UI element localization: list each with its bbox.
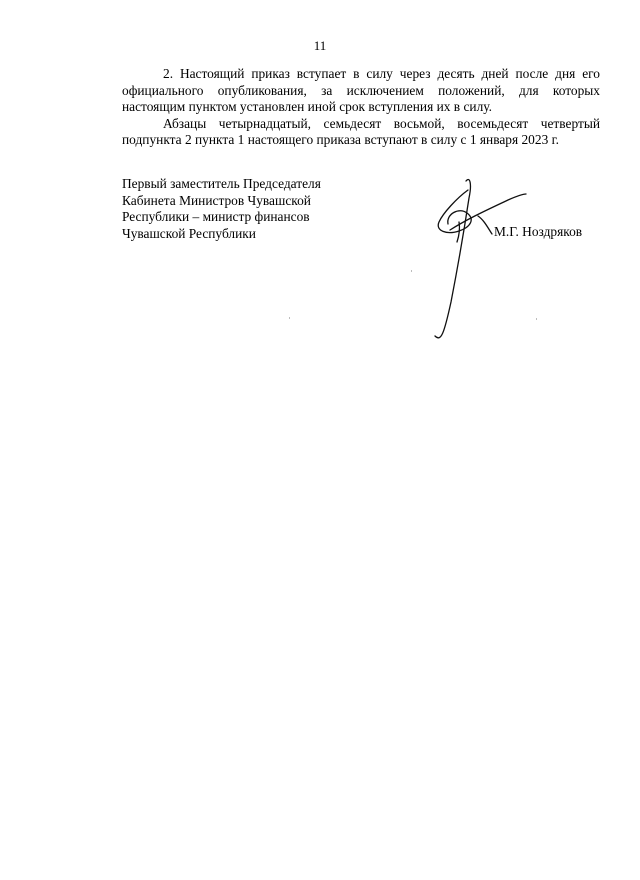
position-line: Чувашской Республики (122, 225, 256, 241)
position-line: Первый заместитель Председателя (122, 176, 321, 191)
signatory-position (122, 176, 362, 242)
scan-speck (411, 270, 412, 272)
position-line: Республики – министр финансов (122, 209, 310, 224)
page-number: 11 (313, 38, 327, 53)
handwritten-signature (426, 176, 536, 341)
paragraph-exceptions-2023: Абзацы четырнадцатый, семьдесят восьмой, восемьдесят четвертый подпункта 2 пункта 1 настоящего приказа вступают в силу с 1 января 2023 г. (122, 115, 600, 147)
order-text (122, 66, 600, 149)
signer-name: М.Г. Ноздряков (494, 224, 583, 239)
scan-speck (536, 318, 537, 320)
position-line: Кабинета Министров Чувашской (122, 192, 311, 208)
scan-speck (289, 317, 290, 319)
paragraph-entry-into-force: 2. Настоящий приказ вступает в силу через десять дней после дня его официального опубликования, за исключением положений, для которых настоящим пунктом установлен иной срок вступления их в силу. (122, 66, 600, 114)
